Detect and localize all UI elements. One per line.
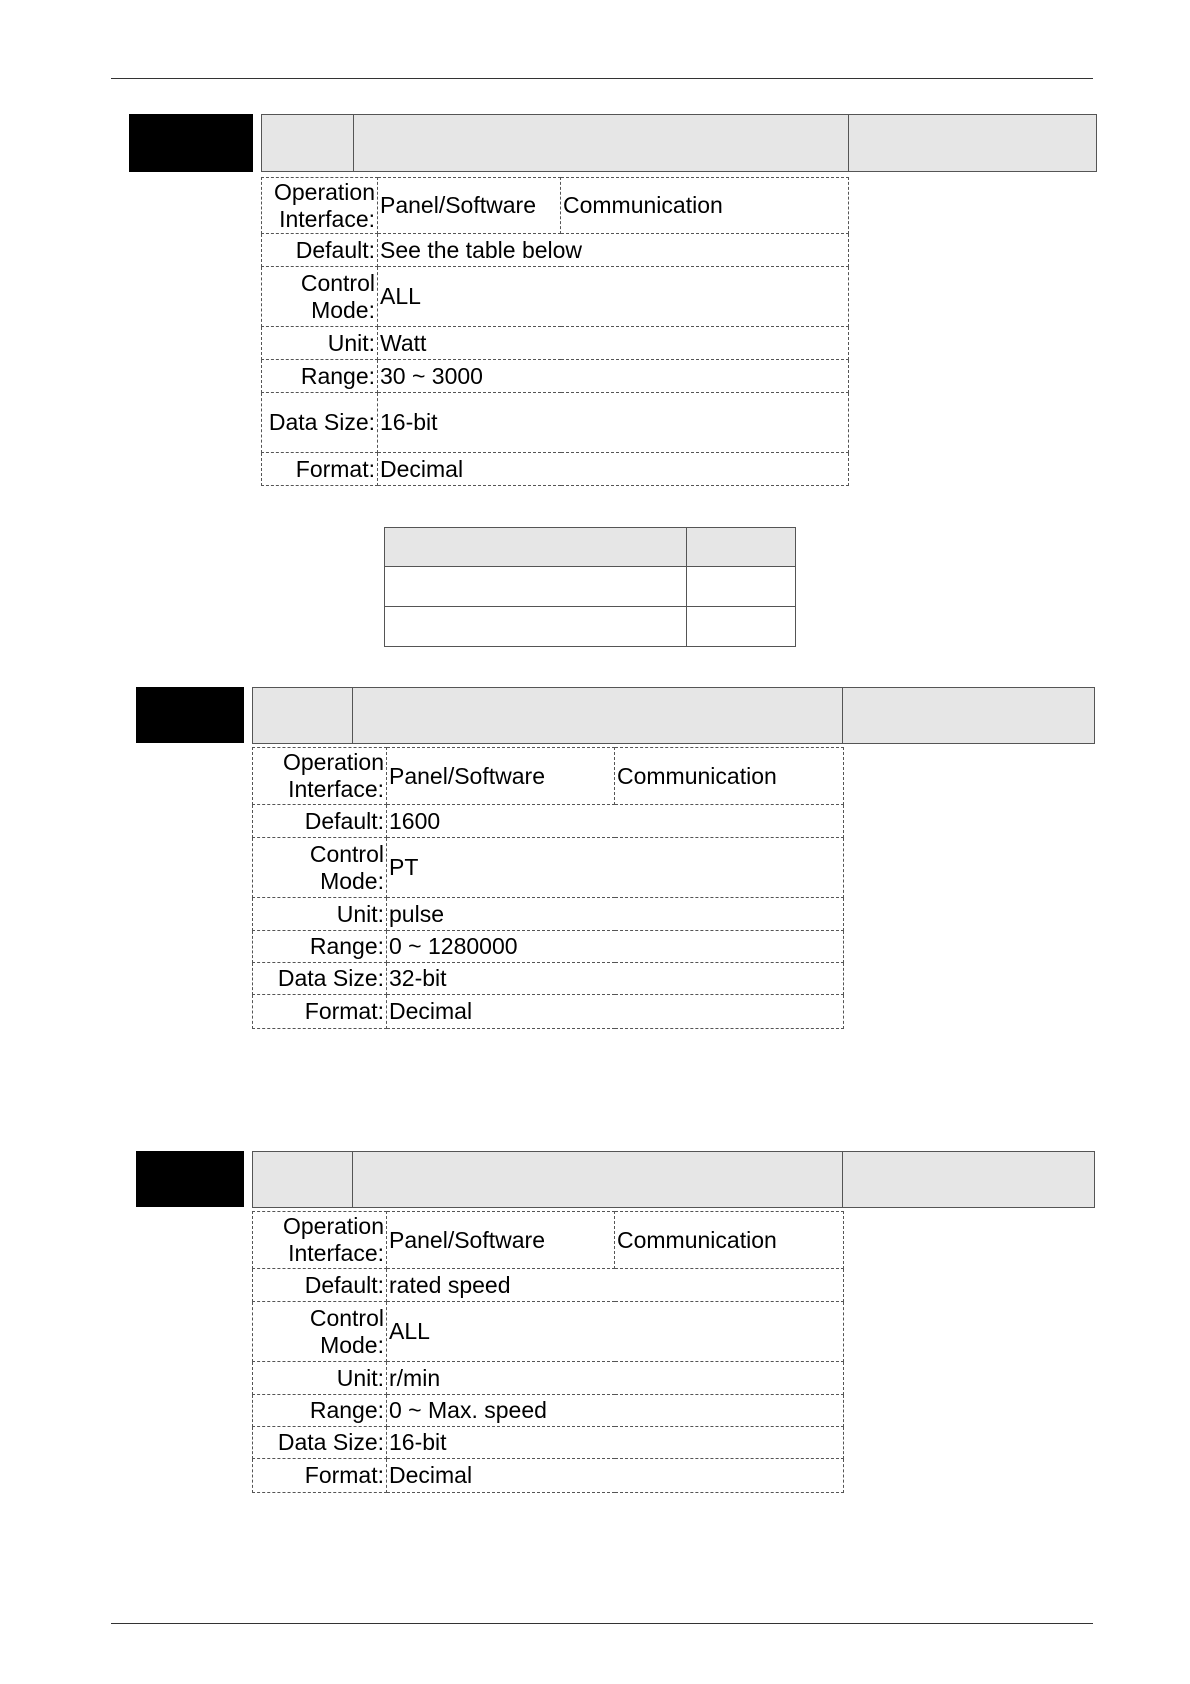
control-mode-value: PT <box>387 838 844 898</box>
header-cell-name <box>353 688 843 743</box>
default-values-table <box>384 527 796 647</box>
header-cell-address <box>843 1152 1094 1207</box>
header-cell-name <box>353 1152 843 1207</box>
control-mode-label: Control Mode: <box>262 267 378 327</box>
default-value: See the table below <box>378 234 849 267</box>
unit-label: Unit: <box>262 327 378 360</box>
default-label: Default: <box>253 1269 387 1302</box>
range-label: Range: <box>262 360 378 393</box>
format-value: Decimal <box>378 453 849 486</box>
operation-interface-label: Operation Interface: <box>262 178 378 234</box>
range-value: 30 ~ 3000 <box>378 360 849 393</box>
default-value: 1600 <box>387 805 844 838</box>
data-size-value: 16-bit <box>378 393 849 453</box>
unit-value: r/min <box>387 1362 844 1395</box>
parameter-header-2 <box>252 687 1095 744</box>
header-cell-address <box>843 688 1094 743</box>
header-cell-abbr <box>253 688 353 743</box>
format-value: Decimal <box>387 1459 844 1493</box>
table-header-cell <box>385 528 687 567</box>
table-cell <box>687 567 796 607</box>
unit-label: Unit: <box>253 898 387 931</box>
parameter-table-1 <box>261 177 849 486</box>
range-value: 0 ~ 1280000 <box>387 931 844 963</box>
unit-value: Watt <box>378 327 849 360</box>
control-mode-value: ALL <box>378 267 849 327</box>
unit-label: Unit: <box>253 1362 387 1395</box>
header-rule <box>111 78 1093 79</box>
default-label: Default: <box>253 805 387 838</box>
table-cell <box>687 607 796 647</box>
parameter-code-tab-3 <box>136 1151 244 1207</box>
header-cell-abbr <box>253 1152 353 1207</box>
data-size-label: Data Size: <box>253 963 387 995</box>
parameter-code-tab-1 <box>129 114 253 172</box>
communication-label: Communication <box>561 178 849 234</box>
header-cell-name <box>354 115 849 171</box>
range-label: Range: <box>253 1395 387 1427</box>
parameter-header-1 <box>261 114 1097 172</box>
control-mode-value: ALL <box>387 1302 844 1362</box>
format-label: Format: <box>253 1459 387 1493</box>
panel-software-label: Panel/Software <box>387 1212 615 1269</box>
panel-software-label: Panel/Software <box>378 178 561 234</box>
table-cell <box>385 567 687 607</box>
format-label: Format: <box>253 995 387 1029</box>
parameter-table-2 <box>252 747 844 1029</box>
format-label: Format: <box>262 453 378 486</box>
unit-value: pulse <box>387 898 844 931</box>
operation-interface-label: Operation Interface: <box>253 1212 387 1269</box>
data-size-label: Data Size: <box>253 1427 387 1459</box>
communication-label: Communication <box>615 1212 844 1269</box>
table-header-cell <box>687 528 796 567</box>
default-label: Default: <box>262 234 378 267</box>
range-value: 0 ~ Max. speed <box>387 1395 844 1427</box>
operation-interface-label: Operation Interface: <box>253 748 387 805</box>
range-label: Range: <box>253 931 387 963</box>
footer-rule <box>111 1623 1093 1624</box>
data-size-value: 16-bit <box>387 1427 844 1459</box>
header-cell-abbr <box>262 115 354 171</box>
default-value: rated speed <box>387 1269 844 1302</box>
control-mode-label: Control Mode: <box>253 1302 387 1362</box>
data-size-label: Data Size: <box>262 393 378 453</box>
communication-label: Communication <box>615 748 844 805</box>
data-size-value: 32-bit <box>387 963 844 995</box>
parameter-table-3 <box>252 1211 844 1493</box>
parameter-code-tab-2 <box>136 687 244 743</box>
panel-software-label: Panel/Software <box>387 748 615 805</box>
parameter-header-3 <box>252 1151 1095 1208</box>
table-cell <box>385 607 687 647</box>
header-cell-address <box>849 115 1096 171</box>
control-mode-label: Control Mode: <box>253 838 387 898</box>
format-value: Decimal <box>387 995 844 1029</box>
